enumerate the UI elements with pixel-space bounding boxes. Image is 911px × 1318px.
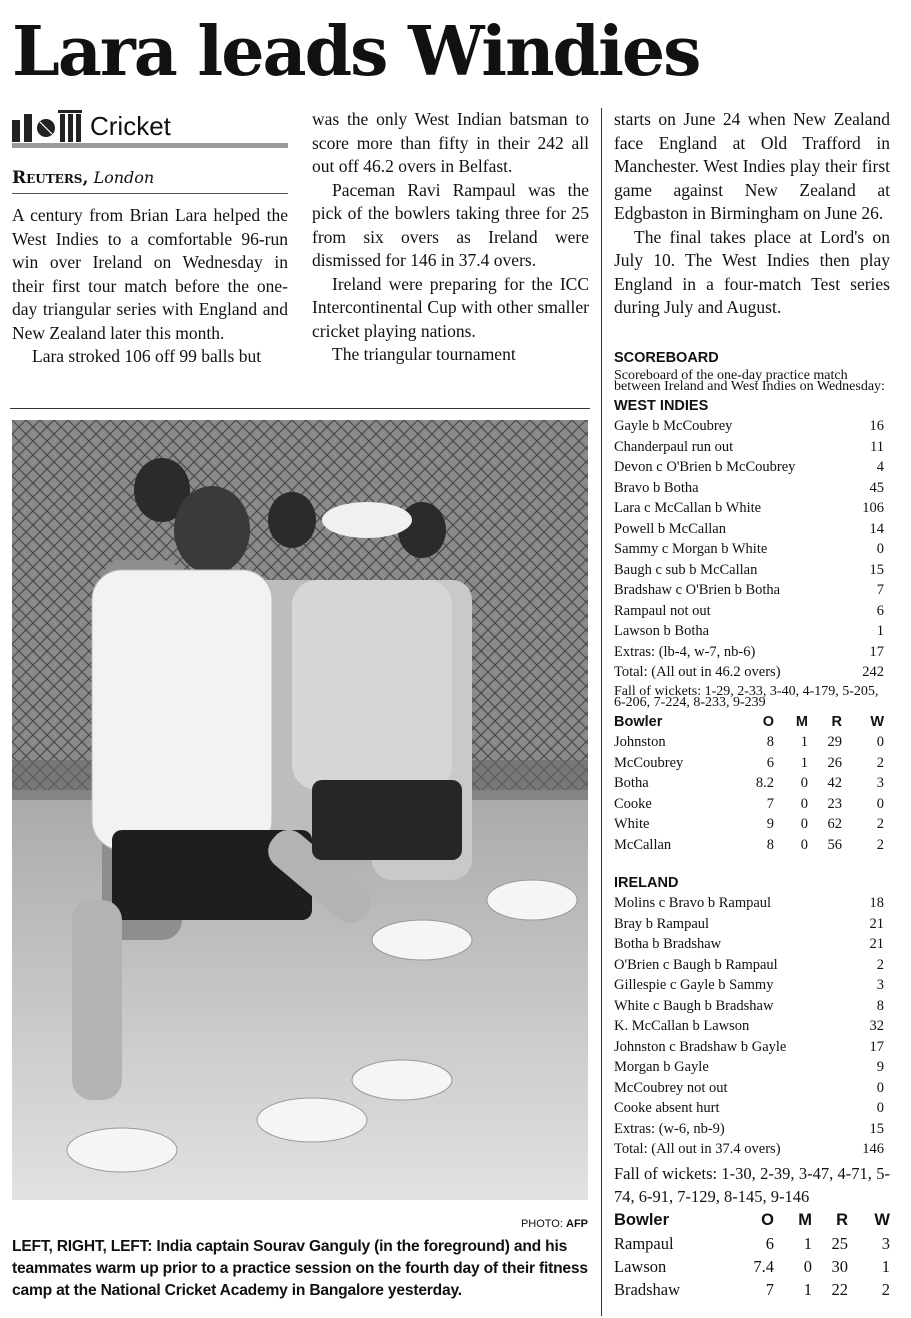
bowling-header-cell: W <box>870 713 884 730</box>
bowler-name: Johnston <box>614 734 666 750</box>
paragraph: A century from Brian Lara helped the West Indies to a comfortable 96-run win over Ireland on Wednesday in their first tour match before the one-day triangular series with England and New Zealand later this month. <box>12 205 288 343</box>
paragraph: Lara stroked 106 off 99 balls but <box>32 346 262 366</box>
credit-prefix: PHOTO: <box>520 1218 563 1230</box>
batsman-entry: McCoubrey not out <box>614 1079 728 1096</box>
batting-row <box>614 934 884 955</box>
bowling-figure: 8.2 <box>755 775 774 791</box>
bowling-figure: 29 <box>827 734 842 750</box>
bowling-figure: 3 <box>881 1233 890 1253</box>
bowling-figure: 2 <box>876 754 884 771</box>
bowling-figure: 56 <box>827 836 842 853</box>
runs: 1 <box>876 623 884 639</box>
bowling-header-cell: Bowler <box>614 713 663 730</box>
batsman-entry: Johnston c Bradshaw b Gayle <box>614 1038 787 1055</box>
batting-row <box>614 996 884 1017</box>
paragraph: The triangular tournament <box>332 344 516 364</box>
batsman-entry: Total: (All out in 37.4 overs) <box>614 1141 781 1157</box>
batsman-entry: Molins c Bravo b Rampaul <box>614 895 772 911</box>
bowling-figure: 1 <box>881 1256 890 1276</box>
batting-row <box>614 621 884 642</box>
runs: 45 <box>869 479 884 496</box>
bowling-figure: 8 <box>766 734 774 750</box>
runs: 7 <box>876 582 884 598</box>
bowler-name: Cooke <box>614 795 652 812</box>
runs: 21 <box>869 915 884 932</box>
batsman-entry: Baugh c sub b McCallan <box>614 561 758 578</box>
runs: 15 <box>869 1120 884 1137</box>
batting-row <box>614 1016 884 1037</box>
bowling-figure: 1 <box>803 1280 812 1300</box>
batting-row <box>614 457 884 478</box>
team-heading-ire: IRELAND <box>614 875 679 891</box>
bowler-name: Botha <box>614 775 649 791</box>
runs: 0 <box>876 541 884 557</box>
bowling-figure: 7 <box>765 1280 774 1300</box>
runs: 3 <box>876 977 884 993</box>
fall-of-wickets-ire: Fall of wickets: 1-30, 2-39, 3-47, 4-71, 5-74, 6-91, 7-129, 8-145, 9-146 <box>614 1163 890 1206</box>
bowling-figure: 2 <box>881 1280 890 1300</box>
batsman-entry: Total: (All out in 46.2 overs) <box>614 664 781 680</box>
bowling-card-wi <box>614 712 892 856</box>
batting-row <box>614 478 884 499</box>
bowling-figure: 2 <box>876 816 884 832</box>
bowling-figure: 42 <box>827 775 842 791</box>
runs: 32 <box>869 1018 884 1034</box>
headline: Lara leads Windies <box>12 12 700 92</box>
bowling-figure: 7.4 <box>753 1256 774 1276</box>
batsman-entry: Extras: (lb-4, w-7, nb-6) <box>614 643 756 660</box>
bowling-figure: 62 <box>827 816 842 832</box>
bowling-figure: 1 <box>800 734 808 750</box>
batting-row <box>614 1119 884 1140</box>
batsman-entry: Chanderpaul run out <box>614 438 734 455</box>
runs: 106 <box>862 500 884 516</box>
bowling-figure: 3 <box>876 775 884 791</box>
batsman-entry: Sammy c Morgan b White <box>614 541 768 557</box>
batting-row <box>614 642 884 663</box>
scoreboard <box>614 350 892 1301</box>
divider <box>10 408 590 409</box>
batting-row <box>614 580 884 601</box>
batsman-entry: Lawson b Botha <box>614 623 710 639</box>
runs: 0 <box>876 1100 884 1116</box>
story-column-1 <box>12 204 288 369</box>
bowling-header-cell: O <box>761 1210 774 1229</box>
bowling-figure: 7 <box>766 795 774 812</box>
runs: 21 <box>869 936 884 952</box>
bowling-figure: 22 <box>831 1280 848 1300</box>
bowling-figure: 1 <box>800 754 808 771</box>
story-column-3 <box>614 108 890 320</box>
bowling-figure: 30 <box>831 1256 848 1276</box>
batting-row <box>614 955 884 976</box>
runs: 18 <box>869 895 884 911</box>
runs: 146 <box>862 1141 884 1157</box>
runs: 6 <box>876 602 884 619</box>
batsman-entry: Gayle b McCoubrey <box>614 418 733 434</box>
runs: 8 <box>876 997 884 1014</box>
bowling-header-cell: M <box>795 713 808 730</box>
batting-row <box>614 601 884 622</box>
runs: 9 <box>876 1059 884 1075</box>
scoreboard-intro: Scoreboard of the one-day practice match between Ireland and West Indies on Wednesday: <box>614 368 885 394</box>
batsman-entry: Extras: (w-6, nb-9) <box>614 1120 725 1137</box>
batting-card-ire <box>614 893 892 1160</box>
bowling-card-ire <box>614 1209 892 1302</box>
paragraph: Ireland were preparing for the ICC Intercontinental Cup with other smaller cricket playing nations. <box>312 273 589 341</box>
bowling-figure: 0 <box>800 795 808 812</box>
batsman-entry: Lara c McCallan b White <box>614 500 762 516</box>
batsman-entry: K. McCallan b Lawson <box>614 1018 750 1034</box>
batting-card-wi <box>614 416 892 683</box>
bowling-figure: 25 <box>831 1233 848 1253</box>
byline-agency: Reuters, <box>12 168 89 188</box>
paragraph: starts on June 24 when New Zealand face England at Old Trafford in Manchester. West Indies play their first game against New Zealand at Edgbaston in Birmingham on June 26. <box>614 109 890 223</box>
photo-caption: LEFT, RIGHT, LEFT: India captain Sourav Ganguly (in the foreground) and his teammates warm up prior to a practice session on the fourth day of their fitness camp at the National Cricket Academy in Bangalore yesterday. <box>12 1238 588 1299</box>
cricket-logo-icon <box>12 108 84 142</box>
batsman-entry: Botha b Bradshaw <box>614 936 722 952</box>
batting-row <box>614 1037 884 1058</box>
bowling-figure: 0 <box>800 775 808 791</box>
story-column-2 <box>312 108 589 367</box>
team-heading-wi: WEST INDIES <box>614 398 709 414</box>
paragraph: Paceman Ravi Rampaul was the pick of the bowlers taking three for 25 from six overs as Ireland were dismissed for 146 in 37.4 overs. <box>312 179 589 270</box>
bowling-header-cell: W <box>874 1210 890 1229</box>
photo-credit <box>12 1218 588 1230</box>
batsman-entry: Powell b McCallan <box>614 520 726 537</box>
batting-row <box>614 975 884 996</box>
batsman-entry: Bravo b Botha <box>614 479 699 496</box>
batting-row <box>614 662 884 683</box>
bowling-figure: 26 <box>827 754 842 771</box>
bowler-name: McCoubrey <box>614 754 684 771</box>
batsman-entry: Bradshaw c O'Brien b Botha <box>614 582 781 598</box>
bowling-header-cell: O <box>762 713 774 730</box>
batsman-entry: Morgan b Gayle <box>614 1059 709 1075</box>
batting-row <box>614 1139 884 1160</box>
byline <box>12 168 288 194</box>
paragraph: The final takes place at Lord's on July 10. The West Indies then play England in a four-match Test series during July and August. <box>614 226 890 317</box>
runs: 4 <box>876 459 884 475</box>
runs: 0 <box>876 1079 884 1096</box>
bowling-figure: 8 <box>766 836 774 853</box>
bowling-figure: 0 <box>800 836 808 853</box>
runs: 16 <box>869 418 884 434</box>
batsman-entry: Gillespie c Gayle b Sammy <box>614 977 774 993</box>
bowling-figure: 0 <box>876 795 884 812</box>
section-label <box>12 104 288 148</box>
bowling-figure: 9 <box>766 816 774 832</box>
column-divider <box>601 108 602 1316</box>
bowling-figure: 0 <box>803 1256 812 1276</box>
batting-row <box>614 560 884 581</box>
bowling-figure: 0 <box>800 816 808 832</box>
runs: 242 <box>862 664 884 680</box>
batting-row <box>614 1057 884 1078</box>
batting-row <box>614 437 884 458</box>
runs: 17 <box>869 1038 884 1055</box>
bowler-name: Bradshaw <box>614 1280 680 1300</box>
bowling-header-cell: M <box>798 1210 812 1229</box>
practice-photo <box>12 420 588 1200</box>
fall-of-wickets-wi: Fall of wickets: 1-29, 2-33, 3-40, 4-179, 5-205, 6-206, 7-224, 8-233, 9-239 <box>614 683 879 710</box>
credit-agency: AFP <box>566 1218 588 1230</box>
batsman-entry: Bray b Rampaul <box>614 915 710 932</box>
bowling-figure: 23 <box>827 795 842 812</box>
bowler-name: Rampaul <box>614 1233 674 1253</box>
batting-row <box>614 893 884 914</box>
batting-row <box>614 539 884 560</box>
runs: 17 <box>869 643 884 660</box>
batting-row <box>614 1098 884 1119</box>
scoreboard-title: SCOREBOARD <box>614 350 719 366</box>
bowler-name: White <box>614 816 650 832</box>
batsman-entry: White c Baugh b Bradshaw <box>614 997 774 1014</box>
batting-row <box>614 1078 884 1099</box>
bowling-figure: 6 <box>765 1233 774 1253</box>
runs: 15 <box>869 561 884 578</box>
batsman-entry: O'Brien c Baugh b Rampaul <box>614 956 778 973</box>
bowling-figure: 2 <box>876 836 884 853</box>
batting-row <box>614 914 884 935</box>
bowling-figure: 6 <box>766 754 774 771</box>
batsman-entry: Cooke absent hurt <box>614 1100 720 1116</box>
bowling-figure: 0 <box>876 734 884 750</box>
section-name: Cricket <box>90 111 171 141</box>
batting-row <box>614 519 884 540</box>
photo <box>12 420 588 1200</box>
batting-row <box>614 498 884 519</box>
batsman-entry: Devon c O'Brien b McCoubrey <box>614 459 796 475</box>
runs: 11 <box>870 438 884 455</box>
bowler-name: Lawson <box>614 1256 667 1276</box>
bowling-header-cell: R <box>836 1210 848 1229</box>
bowling-header-cell: R <box>831 713 842 730</box>
byline-place: London <box>93 168 155 187</box>
bowler-name: McCallan <box>614 836 672 853</box>
runs: 14 <box>869 520 884 537</box>
batsman-entry: Rampaul not out <box>614 602 711 619</box>
batting-row <box>614 416 884 437</box>
paragraph: was the only West Indian batsman to score more than fifty in their 242 all out off 46.2 overs in Belfast. <box>312 109 589 176</box>
bowling-figure: 1 <box>803 1233 812 1253</box>
bowling-header-cell: Bowler <box>614 1210 670 1229</box>
runs: 2 <box>876 956 884 973</box>
